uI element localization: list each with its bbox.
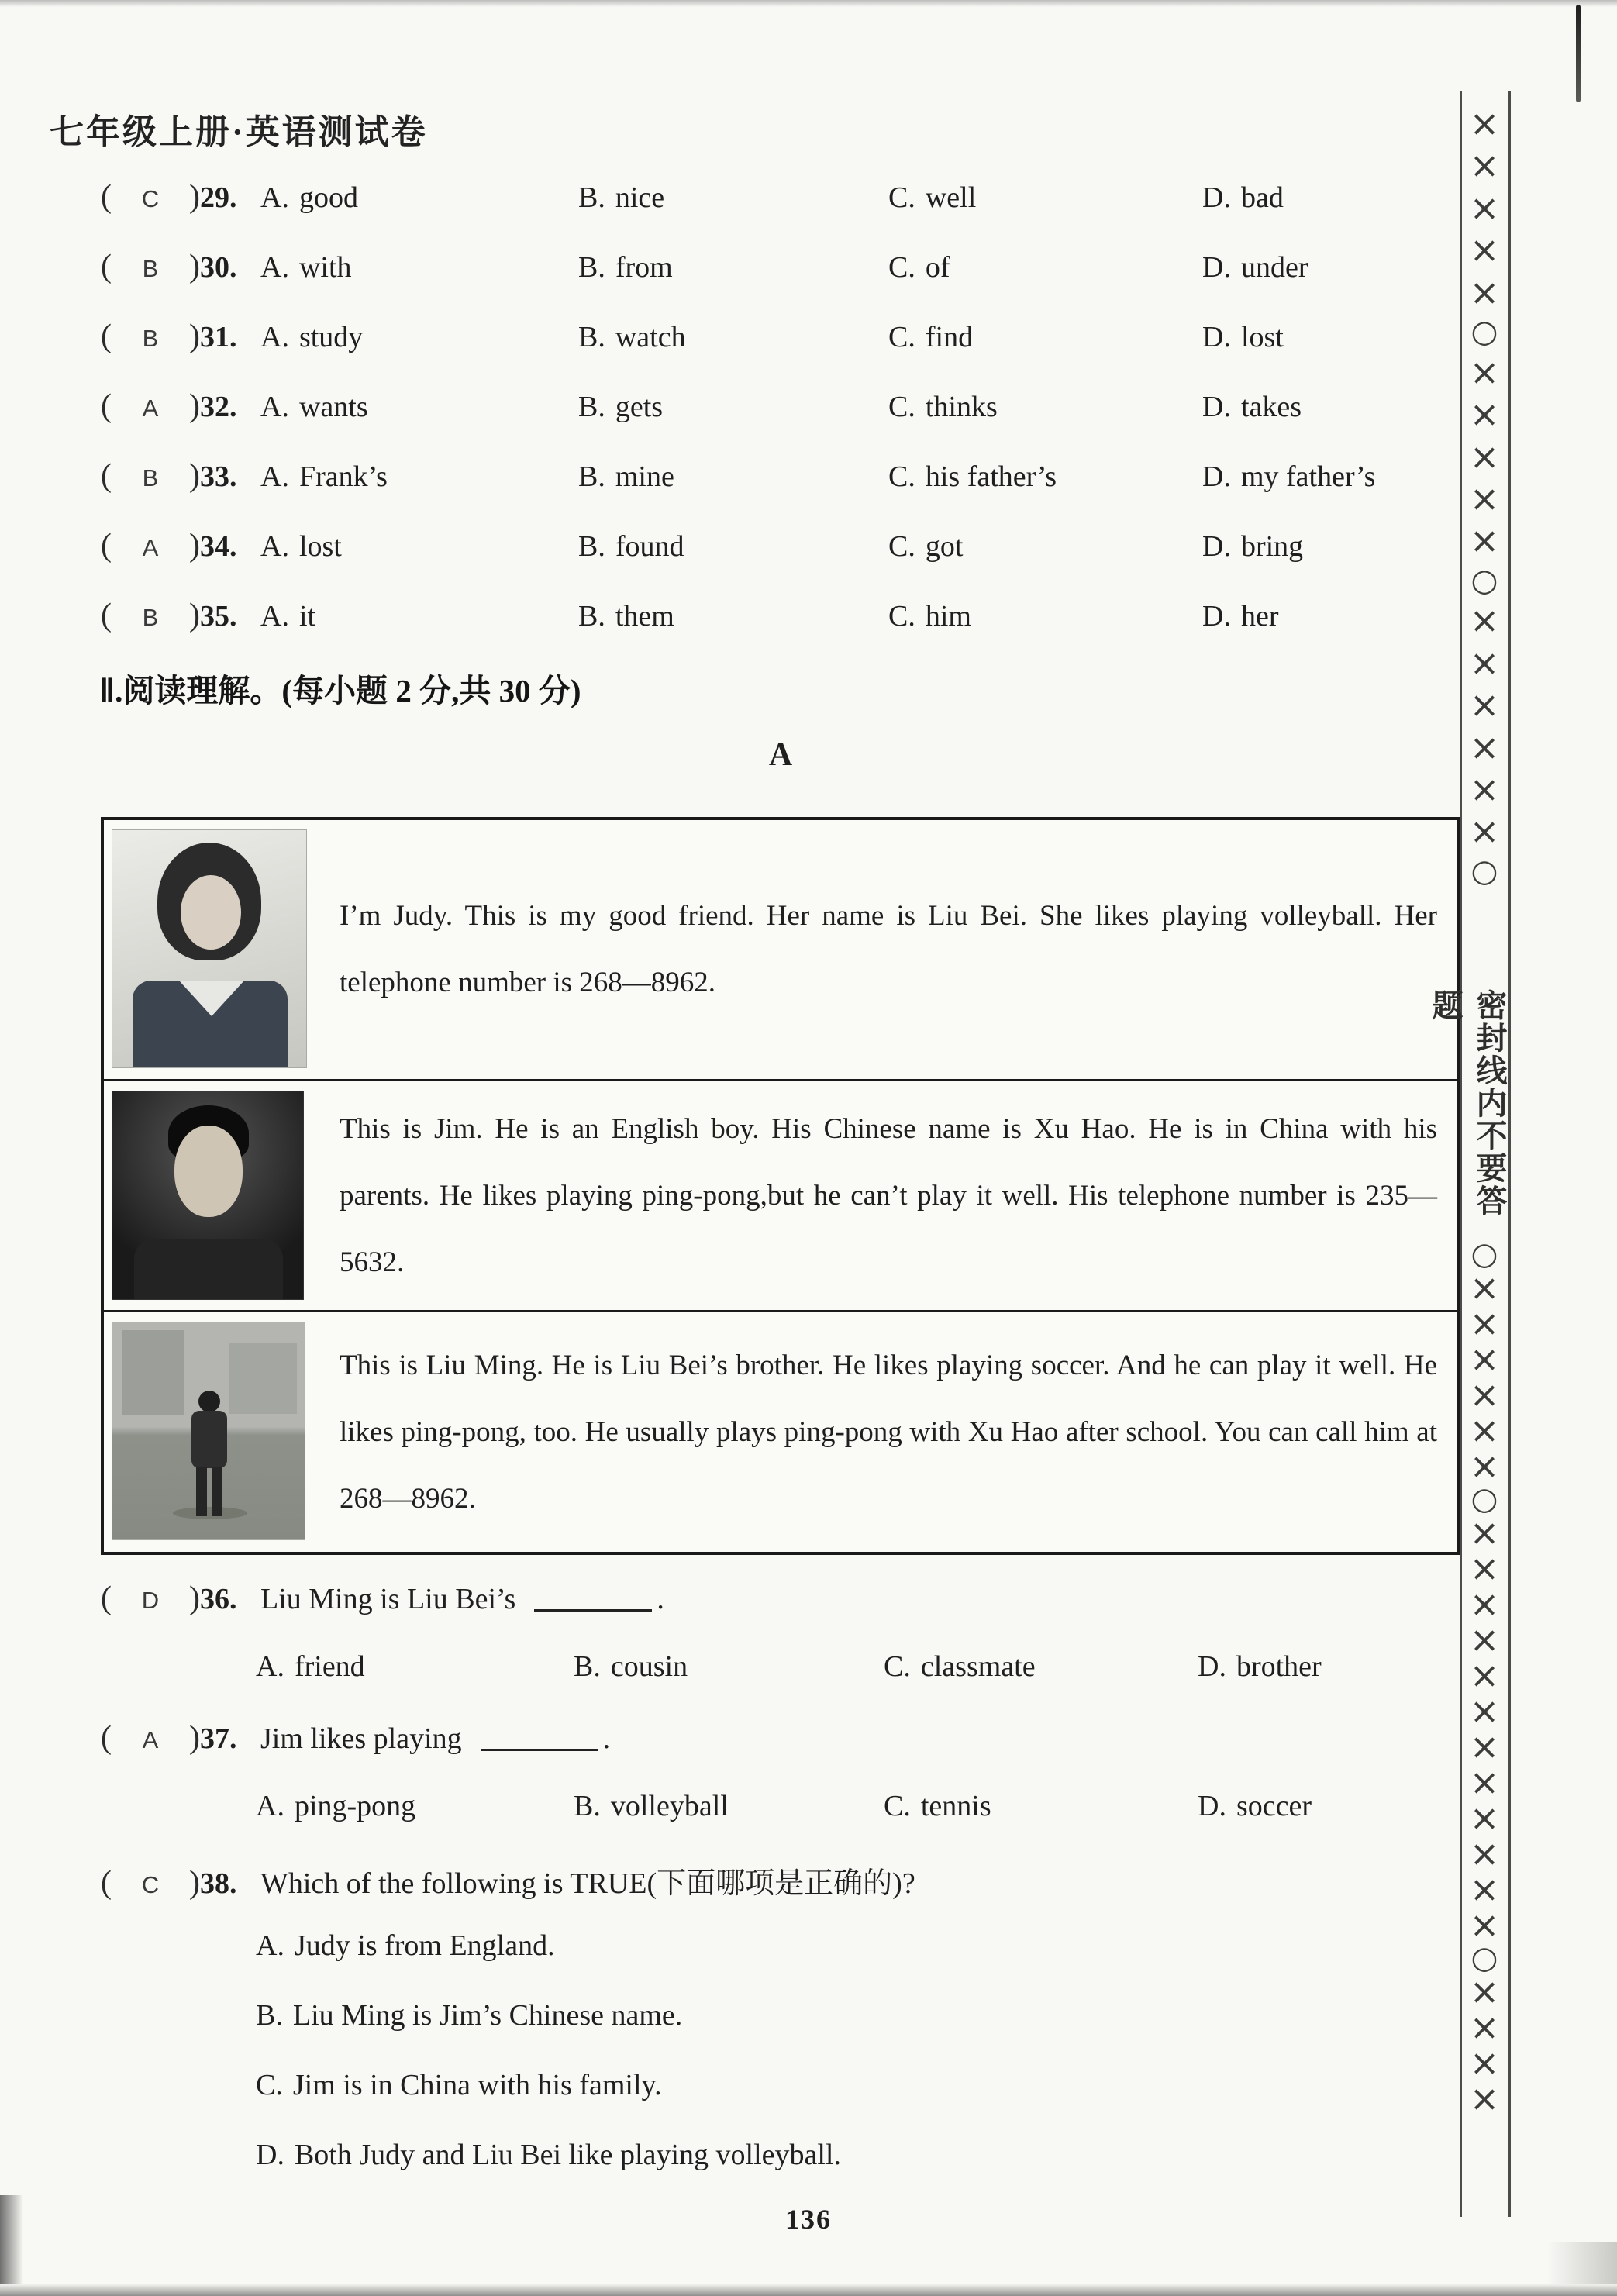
cloze-question-31 — [101, 318, 1462, 388]
option-b: B. nice — [578, 181, 665, 214]
seal-symbol: × — [1469, 1445, 1500, 1487]
answer-cell: ( A ) — [101, 528, 200, 564]
option-a: A. ping-pong — [256, 1790, 416, 1822]
cloze-question-32 — [101, 388, 1462, 457]
seal-symbol: × — [1469, 519, 1500, 562]
seal-symbol: × — [1469, 1619, 1500, 1660]
answer-cell: ( B ) — [101, 458, 200, 494]
seal-symbol: × — [1469, 186, 1500, 229]
option-d: D. takes — [1202, 391, 1302, 423]
question-number: 34. — [200, 530, 237, 563]
option-c: C. his father’s — [888, 460, 1057, 493]
seal-symbols-top — [1462, 102, 1507, 889]
reading-question-37-options — [101, 1789, 1462, 1859]
seal-symbol: × — [1469, 641, 1500, 684]
option-d: D. her — [1202, 600, 1279, 633]
page-number: 136 — [785, 2204, 832, 2235]
seal-symbol: × — [1469, 1832, 1500, 1874]
reading-question-36-options — [101, 1650, 1462, 1719]
reading-question-36 — [101, 1580, 1462, 1650]
option-a: A. it — [260, 600, 316, 633]
answer-cell: ( B ) — [101, 319, 200, 354]
answer-letter: B — [142, 325, 159, 352]
question-number: 33. — [200, 460, 237, 493]
schoolgirl-photo — [112, 829, 307, 1068]
option-a: A. wants — [260, 391, 368, 423]
answer-letter: A — [142, 534, 159, 561]
answer-letter: A — [142, 1726, 159, 1753]
question-stem: Which of the following is TRUE(下面哪项是正确的)? — [260, 1867, 915, 1900]
photo-boy-leg — [212, 1467, 222, 1516]
seal-symbol: × — [1469, 1338, 1500, 1380]
reading-question-37 — [101, 1719, 1462, 1789]
question-number: 36. — [200, 1583, 237, 1615]
passage-label-a: A — [768, 737, 793, 773]
soccer-boy-photo — [112, 1322, 305, 1540]
answer-letter: B — [142, 464, 159, 491]
photo-building — [229, 1343, 297, 1414]
photo-boy-torso — [191, 1411, 227, 1468]
option-c: C. tennis — [884, 1790, 991, 1822]
seal-symbol: × — [1469, 477, 1500, 519]
seal-symbol: ○ — [1470, 1236, 1498, 1272]
option-b: B. them — [578, 600, 674, 633]
question-number: 31. — [200, 321, 237, 353]
young-man-photo — [112, 1091, 304, 1300]
cloze-question-30 — [101, 248, 1462, 318]
seal-symbol: × — [1469, 229, 1500, 271]
question-38-option-c: C. Jim is in China with his family. — [256, 2069, 662, 2101]
photo-face — [174, 1126, 243, 1217]
cloze-section — [101, 178, 1462, 667]
option-c: C. him — [888, 600, 971, 633]
seal-symbol: × — [1469, 1725, 1500, 1767]
cloze-question-33 — [101, 457, 1462, 527]
question-number: 29. — [200, 181, 237, 214]
after-blank-period: . — [657, 1583, 664, 1615]
passage-text-jim: This is Jim. He is an English boy. His Chinese name is Xu Hao. He is in China with his parents. He likes playing ping-pong,but he can’t play it well. His telephone number is 235—5632. — [340, 1112, 1437, 1278]
answer-letter: A — [142, 395, 159, 422]
seal-symbol: × — [1469, 1904, 1500, 1946]
seal-symbol: × — [1469, 1654, 1500, 1696]
question-38-option-a: A. Judy is from England. — [256, 1929, 555, 1962]
photo-shoulders — [134, 1239, 283, 1299]
option-b: B. volleyball — [574, 1790, 729, 1822]
scan-shadow-bottom-right — [1547, 2242, 1617, 2288]
seal-symbol: × — [1469, 1512, 1500, 1553]
seal-symbol: × — [1469, 350, 1500, 393]
answer-cell: ( A ) — [101, 388, 200, 424]
question-number: 38. — [200, 1867, 237, 1900]
seal-symbol: ○ — [1470, 1481, 1498, 1517]
option-b: B. watch — [578, 321, 686, 353]
seal-symbol: × — [1469, 1690, 1500, 1732]
seal-symbol: ○ — [1470, 562, 1498, 598]
option-b: B. found — [578, 530, 684, 563]
question-number: 32. — [200, 391, 237, 423]
seal-symbol: × — [1469, 1583, 1500, 1625]
answer-letter: C — [141, 1871, 160, 1898]
seal-symbol: ○ — [1470, 1940, 1498, 1976]
option-d: D. under — [1202, 251, 1308, 284]
margin-tick-line — [1576, 5, 1581, 102]
seal-symbol: ○ — [1470, 314, 1498, 350]
seal-symbol: ○ — [1470, 853, 1498, 889]
passage-row-jim — [104, 1079, 1457, 1310]
question-38-option-d: D. Both Judy and Liu Bei like playing volleyball. — [256, 2139, 841, 2171]
seal-symbol: × — [1469, 810, 1500, 853]
option-d: D. bring — [1202, 530, 1304, 563]
passage-text-judy: I’m Judy. This is my good friend. Her name is Liu Bei. She likes playing volleyball. Her telephone number is 268—8962. — [340, 900, 1437, 998]
passage-text-liu-ming: This is Liu Ming. He is Liu Bei’s brother. He likes playing soccer. And he can play it well. He likes ping-pong, too. He usually plays ping-pong with Xu Hao after school. You can call him at 268—8962. — [340, 1349, 1437, 1515]
section2-heading: Ⅱ.阅读理解。(每小题 2 分,共 30 分) — [99, 673, 581, 708]
paren-close: ) — [188, 179, 200, 215]
paren-open: ( — [101, 179, 112, 215]
option-a: A. with — [260, 251, 352, 284]
option-a: A. friend — [256, 1650, 365, 1683]
photo-building — [122, 1330, 184, 1415]
option-c: C. thinks — [888, 391, 998, 423]
passage-row-judy — [104, 820, 1457, 1079]
seal-symbol: × — [1469, 1797, 1500, 1839]
seal-margin-notice: 密封线内不要答题 — [1428, 989, 1507, 1217]
seal-symbol: × — [1469, 1868, 1500, 1910]
option-c: C. classmate — [884, 1650, 1036, 1683]
option-a: A. Frank’s — [260, 460, 388, 493]
scan-edge-bottom — [0, 2284, 1617, 2296]
cloze-question-35 — [101, 597, 1462, 667]
option-b: B. cousin — [574, 1650, 688, 1683]
passage-row-liu-ming — [104, 1310, 1457, 1552]
option-d: D. brother — [1198, 1650, 1322, 1683]
question-number: 30. — [200, 251, 237, 284]
question-stem: Jim likes playing — [260, 1722, 462, 1755]
seal-symbol: × — [1469, 271, 1500, 313]
cloze-question-29 — [101, 178, 1462, 248]
option-a: A. study — [260, 321, 364, 353]
page-header-title: 七年级上册·英语测试卷 — [50, 113, 428, 151]
seal-symbol: × — [1469, 2077, 1500, 2119]
answer-cell: ( D ) — [101, 1581, 200, 1616]
photo-face — [181, 875, 241, 950]
after-blank-period: . — [602, 1722, 611, 1755]
seal-symbol: × — [1469, 1374, 1500, 1415]
option-d: D. lost — [1202, 321, 1284, 353]
option-a: A. lost — [260, 530, 342, 563]
seal-symbol: × — [1469, 435, 1500, 477]
seal-symbol: × — [1469, 1267, 1500, 1308]
answer-letter: C — [141, 185, 160, 212]
seal-symbol: × — [1469, 144, 1500, 187]
answer-cell: ( B ) — [101, 249, 200, 284]
answer-letter: B — [142, 255, 159, 282]
photo-boy-leg — [196, 1467, 207, 1516]
seal-symbol: × — [1469, 393, 1500, 436]
answer-cell: ( B ) — [101, 598, 200, 633]
question-38-option-b: B. Liu Ming is Jim’s Chinese name. — [256, 1999, 683, 2032]
option-a: A. good — [260, 181, 358, 214]
seal-symbol: × — [1469, 1409, 1500, 1451]
seal-symbols-bottom — [1462, 1236, 1507, 2119]
question-number: 35. — [200, 600, 237, 633]
fill-blank-line — [534, 1609, 652, 1612]
option-c: C. of — [888, 251, 950, 284]
cloze-question-34 — [101, 527, 1462, 597]
reading-question-38 — [101, 1859, 1462, 1929]
seal-symbol: × — [1469, 1761, 1500, 1803]
seal-symbol: × — [1469, 768, 1500, 810]
answer-letter: B — [142, 604, 159, 631]
seal-symbol: × — [1469, 102, 1500, 144]
seal-symbol: × — [1469, 1302, 1500, 1344]
option-b: B. gets — [578, 391, 664, 423]
option-d: D. my father’s — [1202, 460, 1376, 493]
answer-cell — [101, 178, 200, 215]
reading-questions-section — [101, 1580, 1462, 2208]
option-b: B. mine — [578, 460, 674, 493]
seal-symbol: × — [1469, 1970, 1500, 2012]
question-stem: Liu Ming is Liu Bei’s — [260, 1583, 516, 1615]
option-b: B. from — [578, 251, 673, 284]
option-c: C. got — [888, 530, 964, 563]
question-number: 37. — [200, 1722, 237, 1755]
answer-cell: ( A ) — [101, 1720, 200, 1756]
seal-symbol: × — [1469, 684, 1500, 726]
seal-symbol: × — [1469, 2006, 1500, 2048]
scan-shadow-bottom-left — [0, 2195, 23, 2296]
scan-edge-top — [0, 0, 1617, 7]
option-c: C. well — [888, 181, 977, 214]
seal-symbol: × — [1469, 1547, 1500, 1589]
photo-shadow — [173, 1507, 247, 1519]
option-d: D. bad — [1202, 181, 1284, 214]
photo-boy-head — [198, 1391, 220, 1412]
answer-cell: ( C ) — [101, 1865, 200, 1901]
seal-symbol: × — [1469, 726, 1500, 768]
reading-passage-table — [101, 817, 1460, 1555]
seal-symbol: × — [1469, 2042, 1500, 2084]
answer-letter: D — [141, 1587, 160, 1614]
seal-symbol: × — [1469, 599, 1500, 642]
option-d: D. soccer — [1198, 1790, 1312, 1822]
fill-blank-line — [481, 1749, 598, 1751]
option-c: C. find — [888, 321, 974, 353]
